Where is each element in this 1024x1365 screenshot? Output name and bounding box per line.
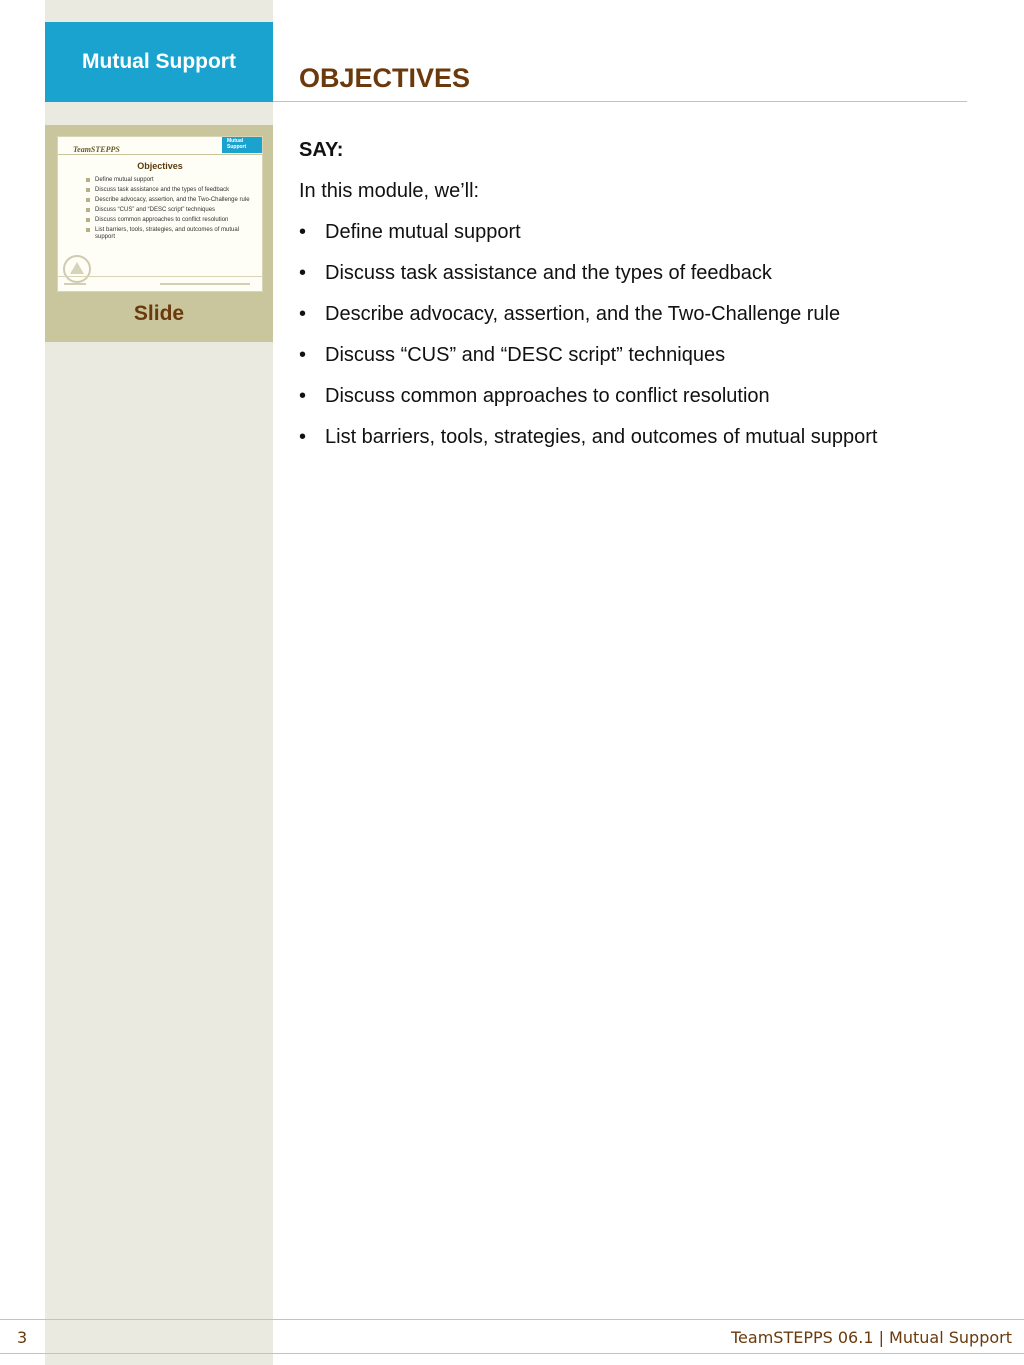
thumbnail-list-item: Discuss task assistance and the types of feedback xyxy=(86,187,251,194)
thumbnail-list-item: Discuss “CUS” and “DESC script” techniques xyxy=(86,207,251,214)
thumbnail-footer-text xyxy=(160,283,250,285)
thumbnail-list xyxy=(86,177,251,244)
list-item xyxy=(299,343,979,384)
slide-thumbnail xyxy=(57,136,263,292)
list-item xyxy=(299,425,979,466)
thumbnail-footer xyxy=(58,276,262,291)
content xyxy=(299,138,979,466)
thumbnail-list-item: Discuss common approaches to conflict resolution xyxy=(86,217,251,224)
list-item-text: Describe advocacy, assertion, and the Two-Challenge rule xyxy=(325,303,841,325)
bullet-icon: • xyxy=(299,344,307,366)
list-item-text: Discuss task assistance and the types of feedback xyxy=(325,262,772,284)
page-number: 3 xyxy=(17,1328,28,1347)
say-label: SAY: xyxy=(299,139,344,161)
thumbnail-title: Objectives xyxy=(137,161,183,171)
footer-divider-top xyxy=(0,1319,1024,1320)
footer-text: TeamSTEPPS 06.1 | Mutual Support xyxy=(731,1328,1012,1347)
bullet-icon: • xyxy=(299,426,307,448)
list-item-text: Discuss “CUS” and “DESC script” techniques xyxy=(325,344,726,366)
slide-label: Slide xyxy=(133,302,185,325)
thumbnail-footer-left xyxy=(64,283,86,285)
page-title: OBJECTIVES xyxy=(299,63,471,93)
bullet-icon: • xyxy=(299,262,307,284)
footer-divider-bottom xyxy=(0,1353,1024,1354)
slide-box xyxy=(45,125,273,342)
list-item xyxy=(299,302,979,343)
list-item xyxy=(299,261,979,302)
list-item xyxy=(299,384,979,425)
thumbnail-logo: TeamSTEPPS xyxy=(73,145,120,154)
list-item xyxy=(299,220,979,261)
title-divider xyxy=(273,101,967,102)
thumbnail-list-item: Define mutual support xyxy=(86,177,251,184)
bullet-icon: • xyxy=(299,221,307,243)
list-item-text: List barriers, tools, strategies, and outcomes of mutual support xyxy=(325,426,878,448)
list-item-text: Define mutual support xyxy=(325,221,521,243)
thumbnail-section-tab: Mutual Support xyxy=(222,137,262,153)
thumbnail-list-item: Describe advocacy, assertion, and the Two-Challenge rule xyxy=(86,197,251,204)
intro-text: In this module, we’ll: xyxy=(299,180,480,202)
bullet-icon: • xyxy=(299,303,307,325)
section-tab: Mutual Support xyxy=(45,22,273,102)
objectives-list xyxy=(299,220,979,466)
bullet-icon: • xyxy=(299,385,307,407)
thumbnail-list-item: List barriers, tools, strategies, and outcomes of mutual support xyxy=(86,227,251,241)
list-item-text: Discuss common approaches to conflict resolution xyxy=(325,385,770,407)
